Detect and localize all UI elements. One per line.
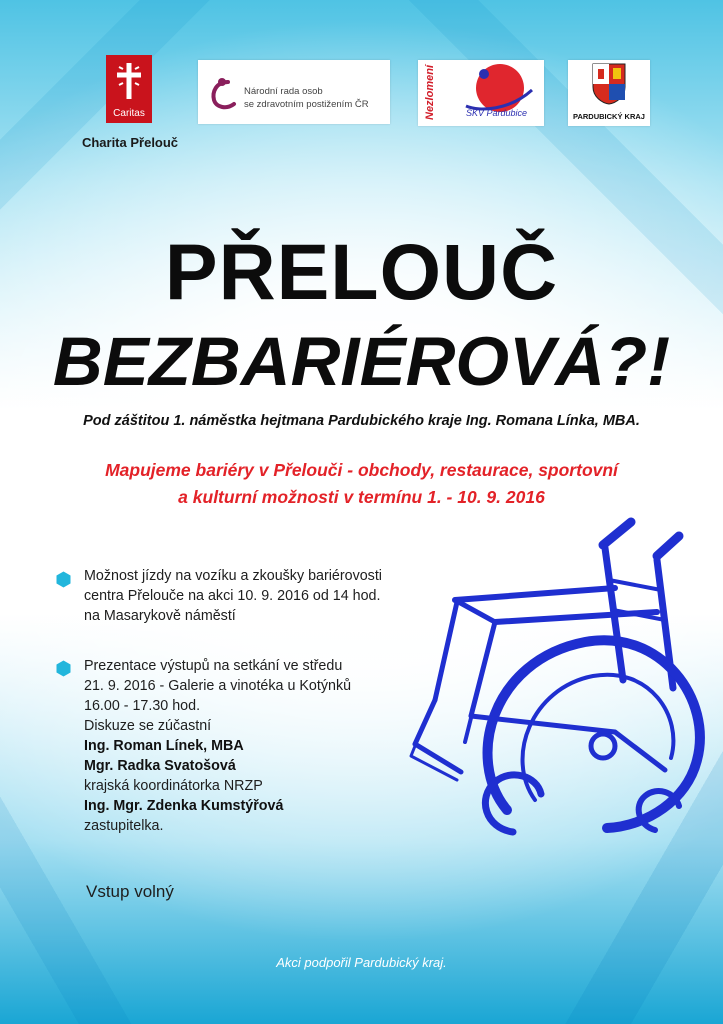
nrzp-text [244, 85, 369, 111]
presentation-line-4: Diskuze se zúčastní [84, 718, 212, 734]
pardubicky-kraj-name: PARDUBICKÝ KRAJ [573, 112, 645, 121]
patronage-text: Pod záštitou 1. náměstka hejtmana Pardubického kraje Ing. Romana Línka, MBA. [83, 413, 640, 429]
wheelchair-icon [395, 510, 715, 840]
main-title-line-2: BEZBARIÉROVÁ?! [52, 323, 671, 400]
event-presentation-info [84, 656, 351, 836]
speaker-2-name: Mgr. Radka Svatošová [84, 758, 236, 774]
intro-line-1: Mapujeme bariéry v Přelouči - obchody, restaurace, sportovní [105, 460, 618, 480]
presentation-line-2: 21. 9. 2016 - Galerie a vinotéka u Kotýnků [84, 678, 352, 694]
nrzp-line-2: se zdravotním postižením ČR [244, 99, 369, 110]
event-ride-line-2: centra Přelouče na akci 10. 9. 2016 od 14 hod. [84, 588, 381, 604]
event-ride-line-1: Možnost jízdy na vozíku a zkoušky bariérovosti [84, 568, 382, 584]
bullet-icon [55, 571, 72, 588]
speaker-3-name: Ing. Mgr. Zdenka Kumstýřová [84, 798, 284, 814]
bullet-icon [55, 660, 72, 677]
speaker-2-role: krajská koordinátorka NRZP [84, 778, 263, 794]
pardubicky-kraj-logo [568, 60, 650, 126]
event-ride-line-3: na Masarykově náměstí [84, 608, 236, 624]
caritas-cross-icon [113, 61, 145, 101]
skv-vertical-text: Nezlomení [424, 64, 436, 120]
support-credit: Akci podpořil Pardubický kraj. [276, 955, 447, 970]
nrzp-logo [198, 60, 390, 124]
caritas-logo-text: Caritas [113, 108, 145, 119]
skv-pardubice-logo [418, 60, 544, 126]
speaker-1-name: Ing. Roman Línek, MBA [84, 738, 244, 754]
presentation-line-3: 16.00 - 17.30 hod. [84, 698, 201, 714]
free-entry-text: Vstup volný [86, 882, 174, 901]
intro-line-2: a kulturní možnosti v termínu 1. - 10. 9. 2016 [178, 487, 545, 507]
caritas-caption: Charita Přelouč [81, 135, 179, 150]
skv-name: SKV Pardubice [466, 108, 528, 118]
caritas-logo [106, 55, 152, 123]
main-title-line-1: PŘELOUČ [164, 227, 559, 316]
coat-of-arms-icon [592, 63, 626, 105]
event-ride-info [84, 566, 382, 626]
presentation-line-1: Prezentace výstupů na setkání ve středu [84, 658, 343, 674]
intro-text [0, 457, 723, 511]
nrzp-line-1: Národní rada osob [244, 86, 323, 97]
nrzp-mark-icon [204, 74, 240, 114]
speaker-3-role: zastupitelka. [84, 818, 164, 834]
